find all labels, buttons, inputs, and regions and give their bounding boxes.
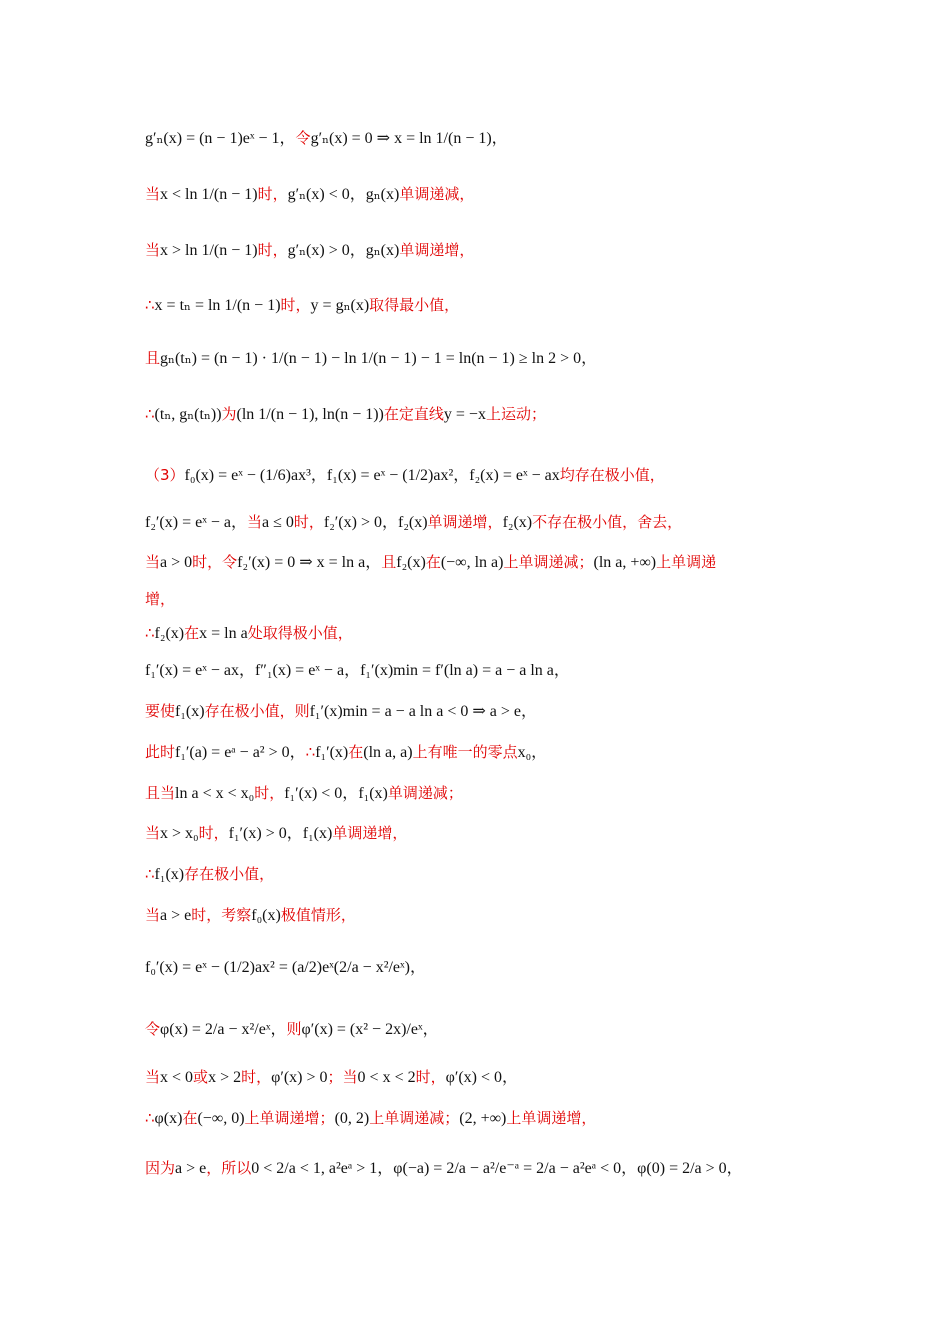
solution-line	[145, 622, 815, 645]
annotation-text: 在定直线	[383, 405, 444, 423]
math-expression: ，	[726, 1160, 743, 1177]
solution-line	[145, 403, 815, 426]
annotation-text: 为	[221, 405, 237, 423]
math-expression: f₁′(x)min = f′(ln a) = a − a ln a	[360, 662, 554, 679]
math-expression: a > e	[160, 907, 192, 924]
math-expression: ，	[279, 130, 296, 147]
annotation-text: 单调递增，	[399, 241, 475, 259]
annotation-text: 时，	[280, 296, 311, 314]
annotation-text: 时，	[293, 513, 324, 531]
annotation-text: 上单调递增，	[506, 1109, 597, 1127]
solution-line	[145, 741, 815, 764]
math-expression: f₂′(x) = eˣ − a	[145, 514, 231, 531]
annotation-text: 时，	[254, 784, 285, 802]
annotation-text: 当	[145, 824, 161, 842]
math-expression: ，	[342, 785, 359, 802]
annotation-text: 时，考察	[191, 906, 252, 924]
math-expression: (ln a, +∞)	[593, 554, 657, 571]
math-expression: gₙ(x)	[365, 242, 400, 259]
math-expression: f″₁(x) = eˣ − a	[254, 662, 345, 679]
math-expression: (ln a, a)	[363, 744, 413, 761]
annotation-text: 在	[182, 1109, 198, 1127]
math-expression: ，	[531, 744, 548, 761]
math-expression: gₙ(tₙ) = (n − 1) · 1/(n − 1) − ln 1/(n − 1) − 1 = ln(n − 1) ≥ ln 2 > 0	[160, 350, 582, 367]
math-expression: f₂(x)	[396, 554, 426, 571]
math-expression: ，	[349, 186, 366, 203]
math-expression: (0, 2)	[334, 1110, 370, 1127]
math-expression: x < 0	[160, 1069, 194, 1086]
solution-line	[145, 511, 815, 534]
solution-line	[145, 294, 815, 317]
math-expression: f₀(x)	[251, 907, 281, 924]
annotation-text: 存在极小值，	[184, 865, 275, 883]
math-expression: ，	[286, 825, 303, 842]
annotation-text: 时，	[198, 824, 229, 842]
math-expression: f₂(x) = eˣ − ax	[469, 467, 560, 484]
annotation-text: 或	[193, 1068, 209, 1086]
annotation-text: 且	[381, 553, 397, 571]
solution-line	[145, 588, 815, 610]
math-expression: f₁(x) = eˣ − (1/2)ax²	[326, 467, 454, 484]
solution-line	[145, 659, 815, 682]
annotation-text: 当	[145, 906, 161, 924]
math-expression: φ′(x) > 0	[271, 1069, 328, 1086]
solution-line	[145, 127, 815, 150]
annotation-text: ∴	[145, 1109, 155, 1127]
math-expression: ，	[502, 1069, 519, 1086]
math-expression: (−∞, 0)	[197, 1110, 245, 1127]
solution-line	[145, 863, 815, 886]
annotation-text: 当	[145, 241, 161, 259]
math-expression: f₁(x)	[154, 866, 185, 883]
math-expression: 0 < x < 2	[357, 1069, 416, 1086]
math-expression: (ln 1/(n − 1), ln(n − 1))	[236, 406, 384, 423]
math-expression: φ(x)	[154, 1110, 183, 1127]
annotation-text: 时，	[257, 241, 288, 259]
annotation-text: 单调递减，	[399, 185, 475, 203]
math-expression: f₂(x)	[502, 514, 533, 531]
annotation-text: ；当	[327, 1068, 358, 1086]
annotation-text: 此时	[145, 743, 176, 761]
math-expression: ，	[422, 1021, 439, 1038]
math-expression: ，	[553, 662, 570, 679]
annotation-text: 存在极小值，则	[204, 702, 310, 720]
math-expression: gₙ(x)	[365, 186, 400, 203]
math-expression: ，	[377, 1160, 394, 1177]
math-expression: x = tₙ = ln 1/(n − 1)	[154, 297, 281, 314]
annotation-text: ∴	[145, 865, 155, 883]
math-expression: x > 2	[208, 1069, 242, 1086]
math-expression: f₁′(x) > 0	[228, 825, 287, 842]
math-expression: f₁(x)	[358, 785, 388, 802]
annotation-text: ∴	[145, 624, 155, 642]
math-expression: f₂′(x) = 0 ⇒ x = ln a	[237, 554, 366, 571]
annotation-text: 当	[145, 185, 161, 203]
math-expression: ，	[453, 467, 470, 484]
math-expression: f₁′(x) < 0	[284, 785, 343, 802]
annotation-text: 上单调递减；	[369, 1109, 460, 1127]
annotation-text: ∴	[145, 296, 155, 314]
math-expression: ，	[344, 662, 361, 679]
math-expression: g′ₙ(x) < 0	[287, 186, 350, 203]
solution-line	[145, 1018, 815, 1041]
math-expression: f₂′(x) > 0	[323, 514, 382, 531]
math-expression: g′ₙ(x) = 0 ⇒ x = ln 1/(n − 1)	[310, 130, 492, 147]
math-expression: a > e	[175, 1160, 207, 1177]
math-expression: y = gₙ(x)	[310, 297, 370, 314]
math-expression: (−∞, ln a)	[440, 554, 504, 571]
annotation-text: 上运动；	[485, 405, 546, 423]
math-expression: ，	[581, 350, 598, 367]
math-expression: ，	[365, 554, 382, 571]
annotation-text: 时，	[415, 1068, 446, 1086]
annotation-text: 不存在极小值，舍去，	[532, 513, 683, 531]
math-expression: g′ₙ(x) > 0	[287, 242, 350, 259]
annotation-text: 上单调递增；	[244, 1109, 335, 1127]
annotation-text: 当	[145, 1068, 161, 1086]
annotation-text: 在	[184, 624, 200, 642]
annotation-text: 单调递增，	[427, 513, 503, 531]
solution-line	[145, 239, 815, 262]
solution-line	[145, 822, 815, 845]
annotation-text: 时，	[241, 1068, 272, 1086]
annotation-text: 极值情形，	[280, 906, 356, 924]
annotation-text: ，所以	[206, 1159, 252, 1177]
math-expression: y = −x	[443, 406, 486, 423]
annotation-text: 当	[145, 553, 161, 571]
math-expression: x > ln 1/(n − 1)	[160, 242, 258, 259]
math-expression: f₀′(x) = eˣ − (1/2)ax² = (a/2)eˣ(2/a − x²/eˣ)	[145, 959, 410, 976]
math-expression: 0 < 2/a < 1, a²eᵃ > 1	[251, 1160, 378, 1177]
solution-line	[145, 782, 815, 805]
math-expression: ，	[230, 514, 247, 531]
math-expression: a > 0	[160, 554, 193, 571]
annotation-text: 在	[425, 553, 441, 571]
annotation-text: 当	[246, 513, 262, 531]
math-expression: ln a < x < x₀	[175, 785, 255, 802]
solution-line	[145, 700, 815, 723]
math-expression: x < ln 1/(n − 1)	[160, 186, 258, 203]
annotation-text: 单调递增，	[332, 824, 408, 842]
math-expression: a ≤ 0	[261, 514, 294, 531]
math-expression: φ(0) = 2/a > 0	[637, 1160, 727, 1177]
math-expression: ，	[349, 242, 366, 259]
math-expression: ，	[521, 703, 538, 720]
math-expression: ，	[491, 130, 508, 147]
annotation-text: 且当	[145, 784, 176, 802]
math-expression: f₁′(x)	[315, 744, 349, 761]
solution-line	[145, 904, 815, 927]
annotation-text: 上单调递	[656, 553, 717, 571]
annotation-text: 上有唯一的零点	[412, 743, 518, 761]
math-expression: f₁(x)	[302, 825, 333, 842]
annotation-text: 在	[348, 743, 364, 761]
solution-line	[145, 1107, 815, 1130]
math-expression: f₂(x)	[154, 625, 185, 642]
annotation-text: 取得最小值，	[369, 296, 460, 314]
solution-line	[145, 464, 815, 487]
solution-line	[145, 1157, 815, 1180]
annotation-text: 均存在极小值，	[559, 466, 665, 484]
math-expression: f₁′(x)min = a − a ln a < 0 ⇒ a > e	[309, 703, 521, 720]
math-expression: (2, +∞)	[459, 1110, 507, 1127]
math-expression: x = ln a	[199, 625, 248, 642]
annotation-text: 要使	[145, 702, 176, 720]
math-expression: ，	[409, 959, 426, 976]
solution-line	[145, 1066, 815, 1089]
math-expression: φ′(x) = (x² − 2x)/eˣ	[301, 1021, 423, 1038]
math-expression: φ′(x) < 0	[445, 1069, 503, 1086]
math-expression: ，	[238, 662, 255, 679]
solution-line	[145, 956, 815, 979]
annotation-text: 上单调递减；	[503, 553, 594, 571]
math-expression: f₂(x)	[397, 514, 428, 531]
math-expression: f₁′(a) = eᵃ − a² > 0	[175, 744, 290, 761]
math-expression: ，	[289, 744, 306, 761]
annotation-text: ∴	[145, 405, 155, 423]
annotation-text: ∴	[305, 743, 316, 761]
solution-line	[145, 551, 815, 574]
annotation-text: 时，令	[192, 553, 238, 571]
math-expression: x₀	[517, 744, 532, 761]
math-expression: ，	[621, 1160, 638, 1177]
math-expression: f₁(x)	[175, 703, 205, 720]
annotation-text: 令	[295, 129, 311, 147]
math-expression: ，	[310, 467, 327, 484]
math-expression: g′ₙ(x) = (n − 1)eˣ − 1	[145, 130, 280, 147]
math-expression: φ(−a) = 2/a − a²/e⁻ᵃ = 2/a − a²eᵃ < 0	[393, 1160, 622, 1177]
math-expression: ，	[270, 1021, 287, 1038]
annotation-text: 增，	[145, 590, 176, 608]
solution-line	[145, 183, 815, 206]
math-expression: ，	[381, 514, 398, 531]
math-expression: f₁′(x) = eˣ − ax	[145, 662, 239, 679]
annotation-text: 令	[145, 1020, 161, 1038]
annotation-text: 因为	[145, 1159, 176, 1177]
annotation-text: 且	[145, 349, 161, 367]
math-expression: x > x₀	[160, 825, 199, 842]
annotation-text: 时，	[257, 185, 288, 203]
annotation-text: 单调递减；	[387, 784, 463, 802]
solution-line	[145, 347, 815, 370]
math-expression: f₀(x) = eˣ − (1/6)ax³	[184, 467, 311, 484]
math-expression: φ(x) = 2/a − x²/eˣ	[160, 1021, 271, 1038]
annotation-text: 则	[286, 1020, 302, 1038]
annotation-text: 处取得极小值，	[247, 624, 353, 642]
math-expression: (tₙ, gₙ(tₙ))	[154, 406, 222, 423]
annotation-text: （3）	[145, 466, 185, 484]
